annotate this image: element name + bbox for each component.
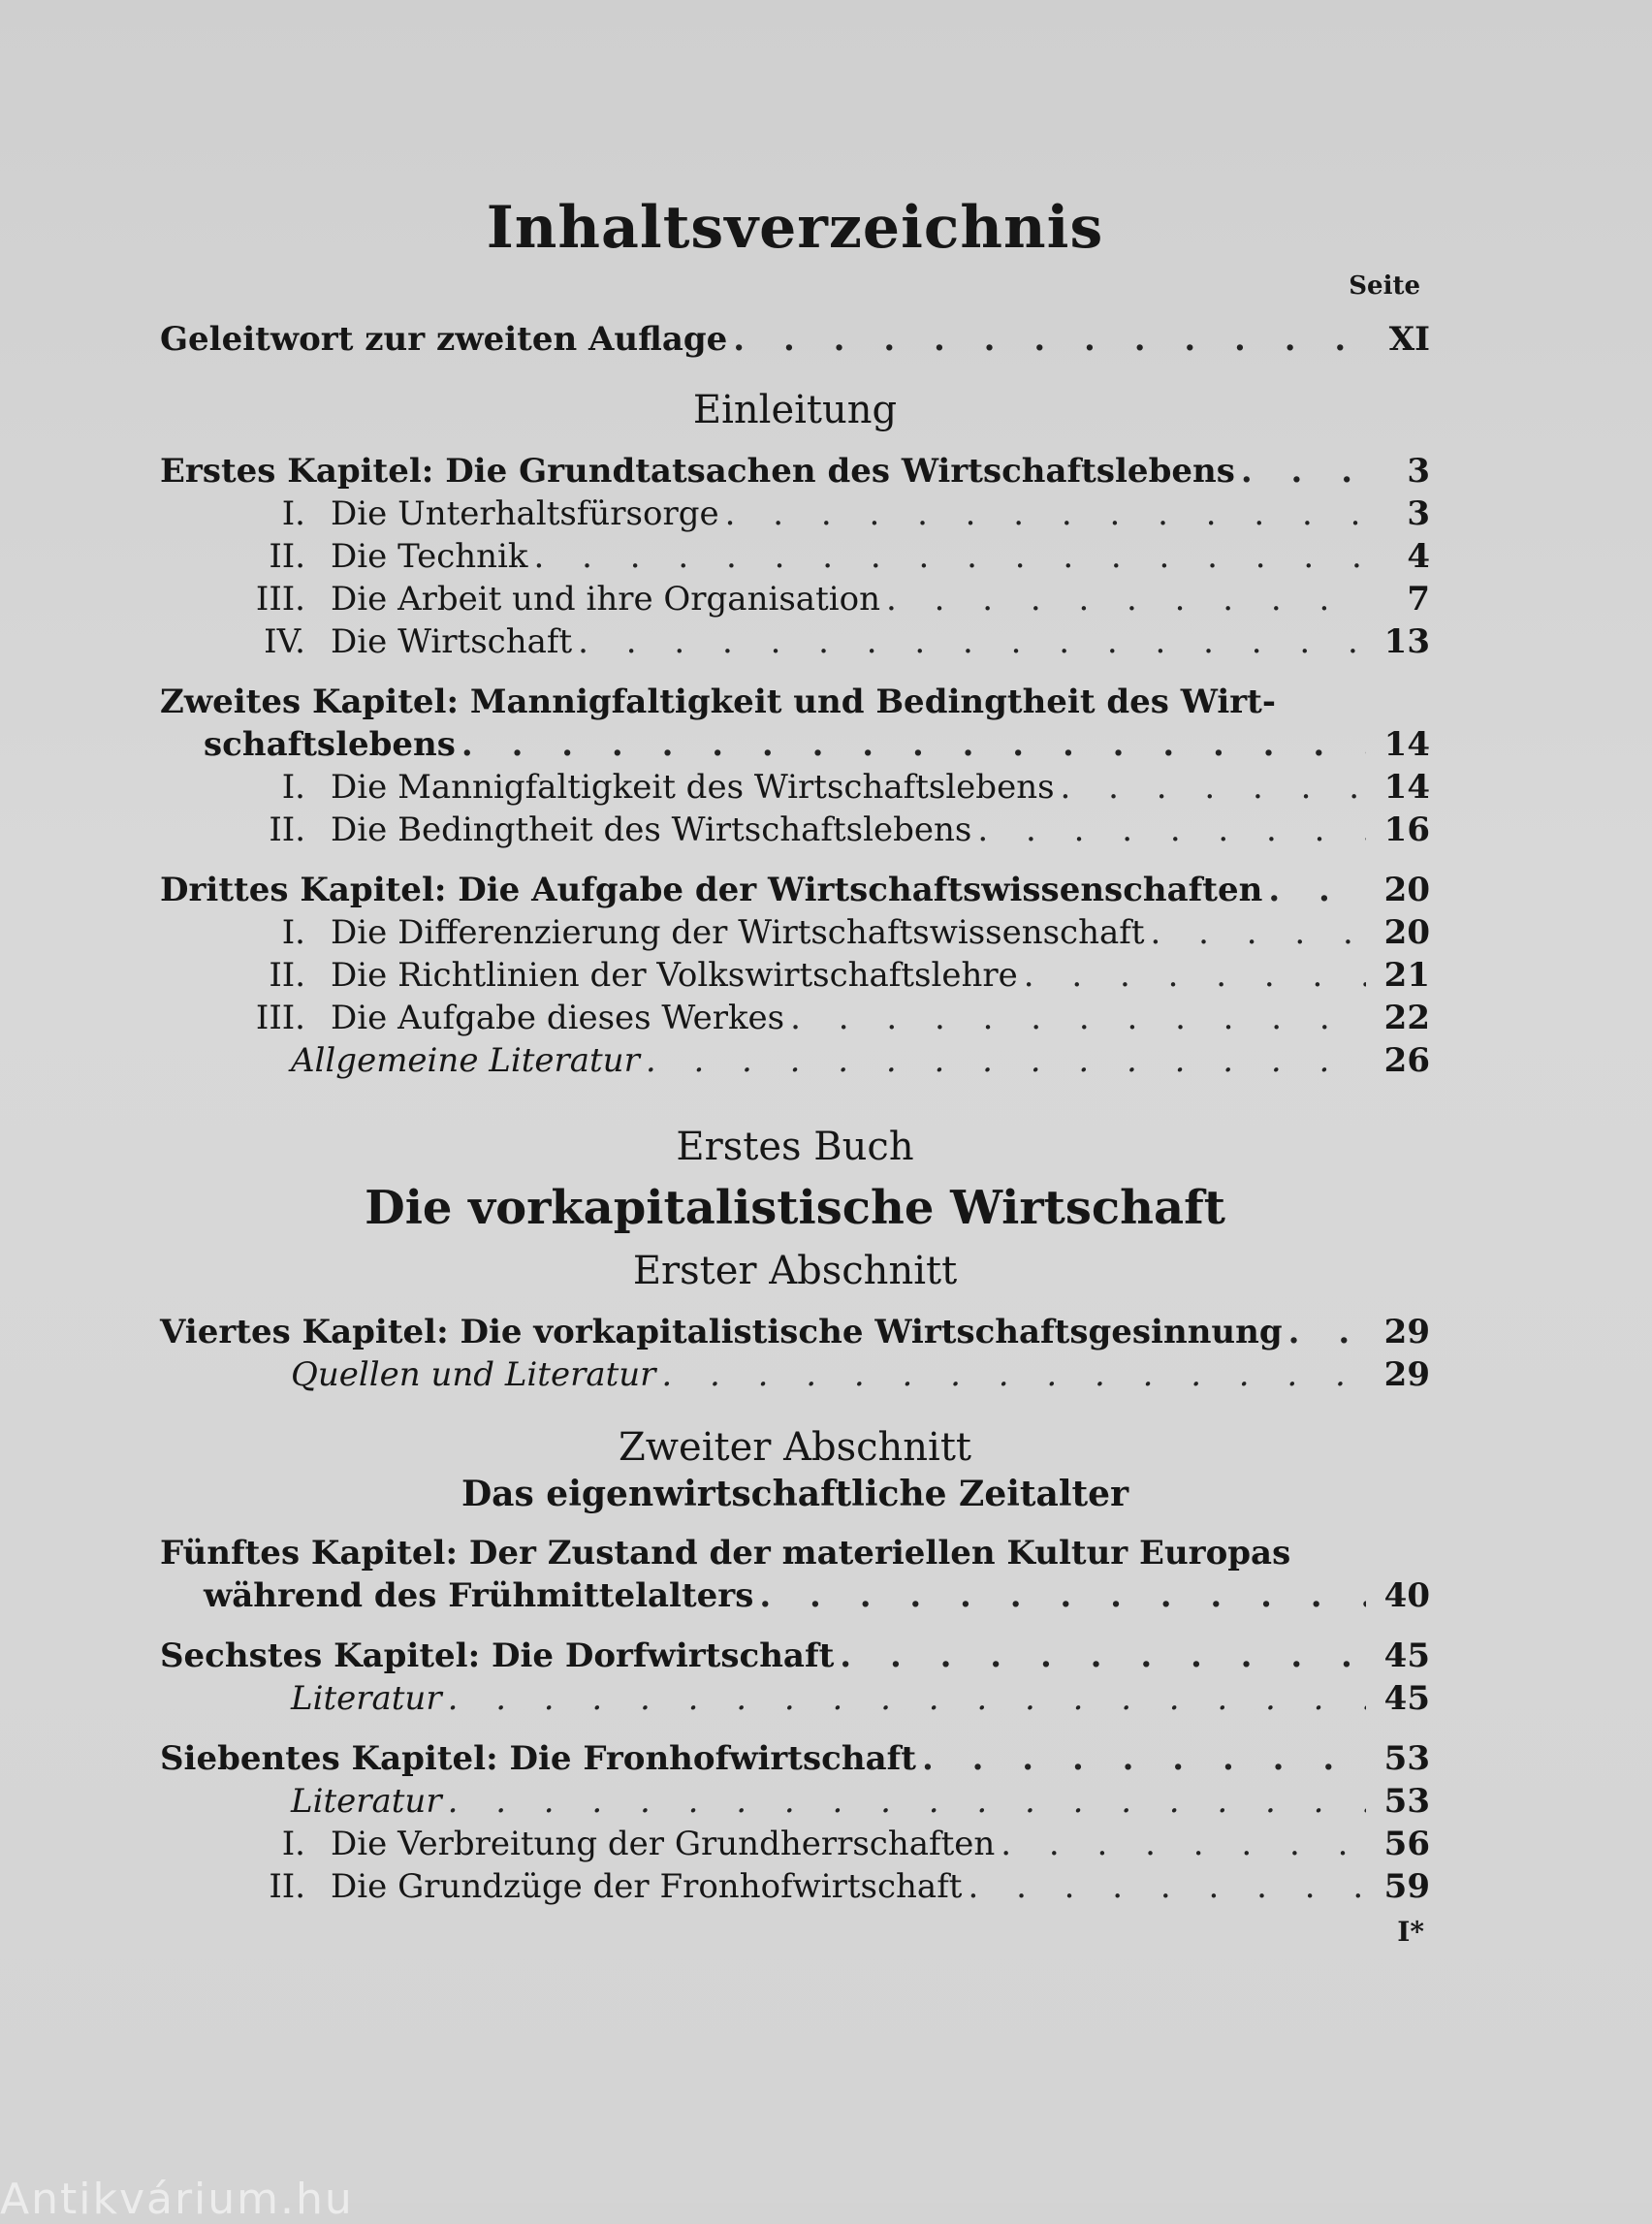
toc-chapter-6: Sechstes Kapitel: Die Dorfwirtschaft . . . 45 — [160, 1635, 1430, 1677]
toc-entry: I. Die Unterhaltsfürsorge . . . 3 — [208, 492, 1430, 535]
toc-chapter-1: Erstes Kapitel: Die Grundtatsachen des Wirtschaftslebens . . . 3 — [160, 450, 1430, 492]
part-label-2: Zweiter Abschnitt — [619, 1425, 971, 1470]
toc-entry: II. Die Technik . . . 4 — [208, 535, 1430, 578]
toc-entry: I. Die Verbreitung der Grundherrschaften . . . 56 — [208, 1823, 1430, 1865]
toc-entry: II. Die Richtlinien der Volkswirtschaftslehre . . . 21 — [208, 954, 1430, 997]
toc-chapter-5-continued: während des Frühmittelalters . . . 40 — [160, 1574, 1430, 1617]
toc-entry: IV. Die Wirtschaft . . . 13 — [208, 620, 1430, 663]
toc-entry: III. Die Aufgabe dieses Werkes . . . 22 — [208, 997, 1430, 1039]
toc-entry-geleitwort: Geleitwort zur zweiten Auflage . . . XI — [160, 318, 1430, 361]
signature-mark: I* — [1397, 1916, 1424, 1948]
toc-literature-entry: Literatur . . . 53 — [160, 1780, 1430, 1823]
toc-chapter-4: Viertes Kapitel: Die vorkapitalistische Wirtschaftsgesinnung . . . 29 — [160, 1311, 1430, 1353]
book-title: Die vorkapitalistische Wirtschaft — [365, 1181, 1225, 1235]
toc-literature-entry: Literatur . . . 45 — [160, 1677, 1430, 1720]
book-label: Erstes Buch — [676, 1125, 914, 1169]
page-column-label: Seite — [1349, 271, 1420, 301]
table-of-contents — [160, 194, 1430, 1948]
toc-literature-entry: Allgemeine Literatur . . . 26 — [160, 1039, 1430, 1082]
toc-chapter-2: Zweites Kapitel: Mannigfaltigkeit und Bedingtheit des Wirt- — [160, 683, 1277, 721]
toc-chapter-5: Fünftes Kapitel: Der Zustand der materiellen Kultur Europas — [160, 1534, 1291, 1573]
toc-chapter-2-continued: schaftslebens . . . 14 — [160, 723, 1430, 766]
toc-entry: I. Die Differenzierung der Wirtschaftswissenschaft . . . 20 — [208, 911, 1430, 954]
toc-chapter-7: Siebentes Kapitel: Die Fronhofwirtschaft . . . 53 — [160, 1737, 1430, 1780]
toc-entry: II. Die Grundzüge der Fronhofwirtschaft . . . 59 — [208, 1865, 1430, 1908]
page-title: Inhaltsverzeichnis — [486, 194, 1104, 262]
toc-entry: II. Die Bedingtheit des Wirtschaftslebens . . . 16 — [208, 809, 1430, 851]
watermark: Antikvárium.hu — [0, 2175, 354, 2224]
part-label-1: Erster Abschnitt — [632, 1249, 958, 1293]
toc-chapter-3: Drittes Kapitel: Die Aufgabe der Wirtschaftswissenschaften . . . 20 — [160, 869, 1430, 911]
section-heading-einleitung: Einleitung — [692, 388, 898, 432]
toc-entry: I. Die Mannigfaltigkeit des Wirtschaftslebens . . . 14 — [208, 766, 1430, 809]
part-title-2: Das eigenwirtschaftliche Zeitalter — [461, 1474, 1129, 1514]
toc-entry: III. Die Arbeit und ihre Organisation . . . 7 — [208, 578, 1430, 620]
toc-literature-entry: Quellen und Literatur . . . 29 — [160, 1353, 1430, 1396]
